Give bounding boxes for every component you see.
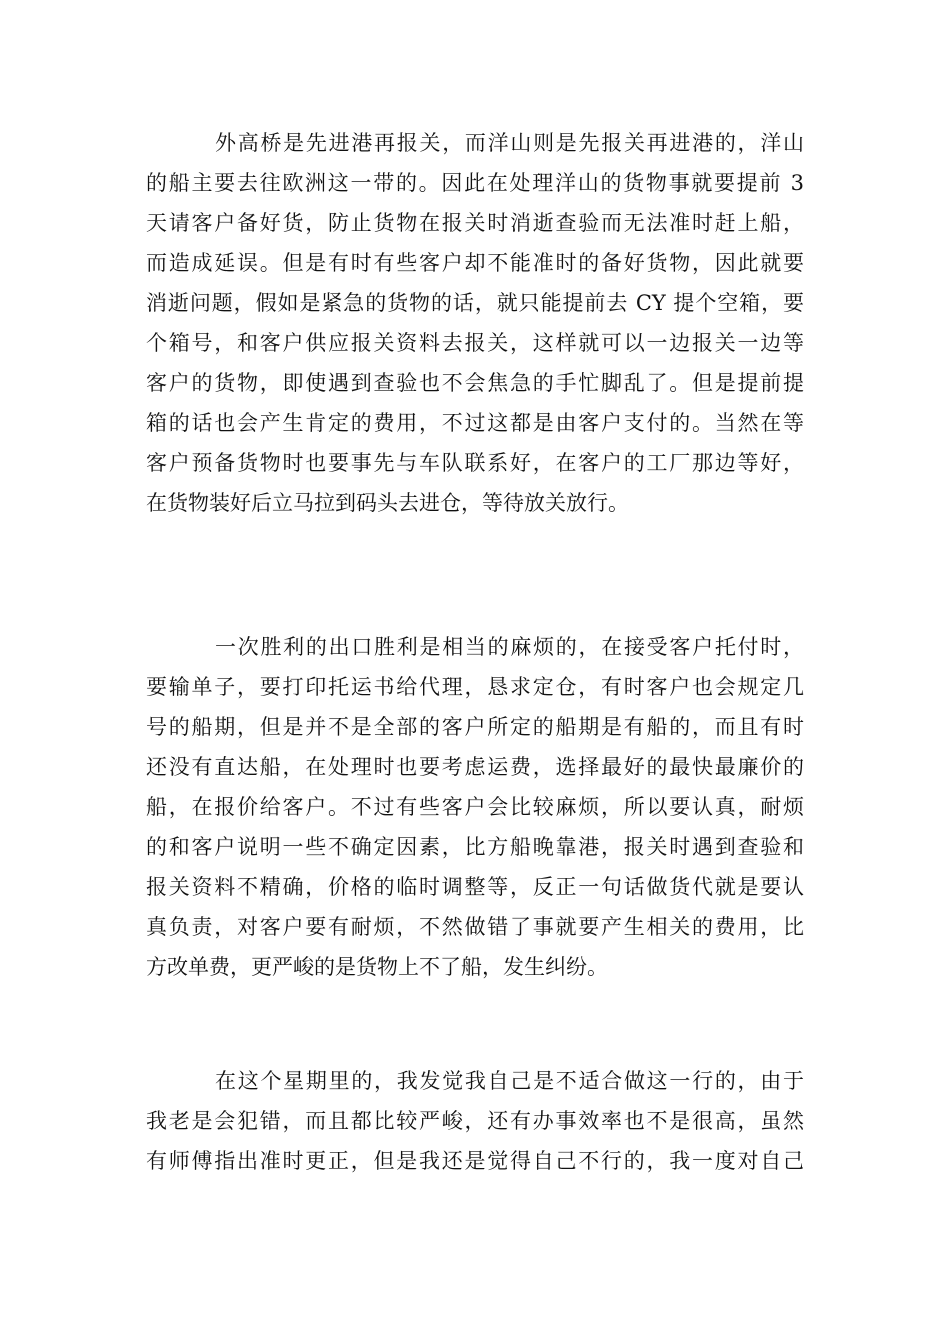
paragraph-2-line-9: 方改单费，更严峻的是货物上不了船，发生纠纷。 <box>146 955 608 979</box>
paragraph-2-line-8: 真负责，对客户要有耐烦，不然做错了事就要产生相关的费用，比 <box>146 915 804 939</box>
paragraph-2-line-5: 船，在报价给客户。不过有些客户会比较麻烦，所以要认真，耐烦 <box>146 795 804 819</box>
paragraph-2-line-2: 要输单子，要打印托运书给代理，恳求定仓，有时客户也会规定几 <box>146 675 804 699</box>
paragraph-1-line-8: 箱的话也会产生肯定的费用，不过这都是由客户支付的。当然在等 <box>146 411 804 435</box>
paragraph-1-line-10: 在货物装好后立马拉到码头去进仓，等待放关放行。 <box>146 491 629 515</box>
paragraph-3-line-2: 我老是会犯错，而且都比较严峻，还有办事效率也不是很高，虽然 <box>146 1109 804 1133</box>
paragraph-1-line-1: 外高桥是先进港再报关，而洋山则是先报关再进港的，洋山 <box>215 131 804 155</box>
paragraph-2-line-3: 号的船期，但是并不是全部的客户所定的船期是有船的，而且有时 <box>146 715 804 739</box>
paragraph-1-line-5: 消逝问题，假如是紧急的货物的话，就只能提前去 CY 提个空箱，要 <box>146 291 804 315</box>
paragraph-2-line-7: 报关资料不精确，价格的临时调整等，反正一句话做货代就是要认 <box>146 875 804 899</box>
paragraph-1-line-3: 天请客户备好货，防止货物在报关时消逝查验而无法准时赶上船， <box>146 211 804 235</box>
paragraph-2-line-4: 还没有直达船，在处理时也要考虑运费，选择最好的最快最廉价的 <box>146 755 804 779</box>
paragraph-2-line-1: 一次胜利的出口胜利是相当的麻烦的，在接受客户托付时， <box>215 635 804 659</box>
paragraph-3-line-3: 有师傅指出准时更正，但是我还是觉得自己不行的，我一度对自己 <box>146 1149 804 1173</box>
paragraph-1-line-4: 而造成延误。但是有时有些客户却不能准时的备好货物，因此就要 <box>146 251 804 275</box>
paragraph-1-line-2: 的船主要去往欧洲这一带的。因此在处理洋山的货物事就要提前 3 <box>146 171 804 195</box>
paragraph-2-line-6: 的和客户说明一些不确定因素，比方船晚靠港，报关时遇到查验和 <box>146 835 804 859</box>
paragraph-1-line-9: 客户预备货物时也要事先与车队联系好，在客户的工厂那边等好， <box>146 451 804 475</box>
paragraph-3-line-1: 在这个星期里的，我发觉我自己是不适合做这一行的，由于 <box>215 1069 804 1093</box>
paragraph-1-line-7: 客户的货物，即使遇到查验也不会焦急的手忙脚乱了。但是提前提 <box>146 371 804 395</box>
paragraph-1-line-6: 个箱号，和客户供应报关资料去报关，这样就可以一边报关一边等 <box>146 331 804 355</box>
